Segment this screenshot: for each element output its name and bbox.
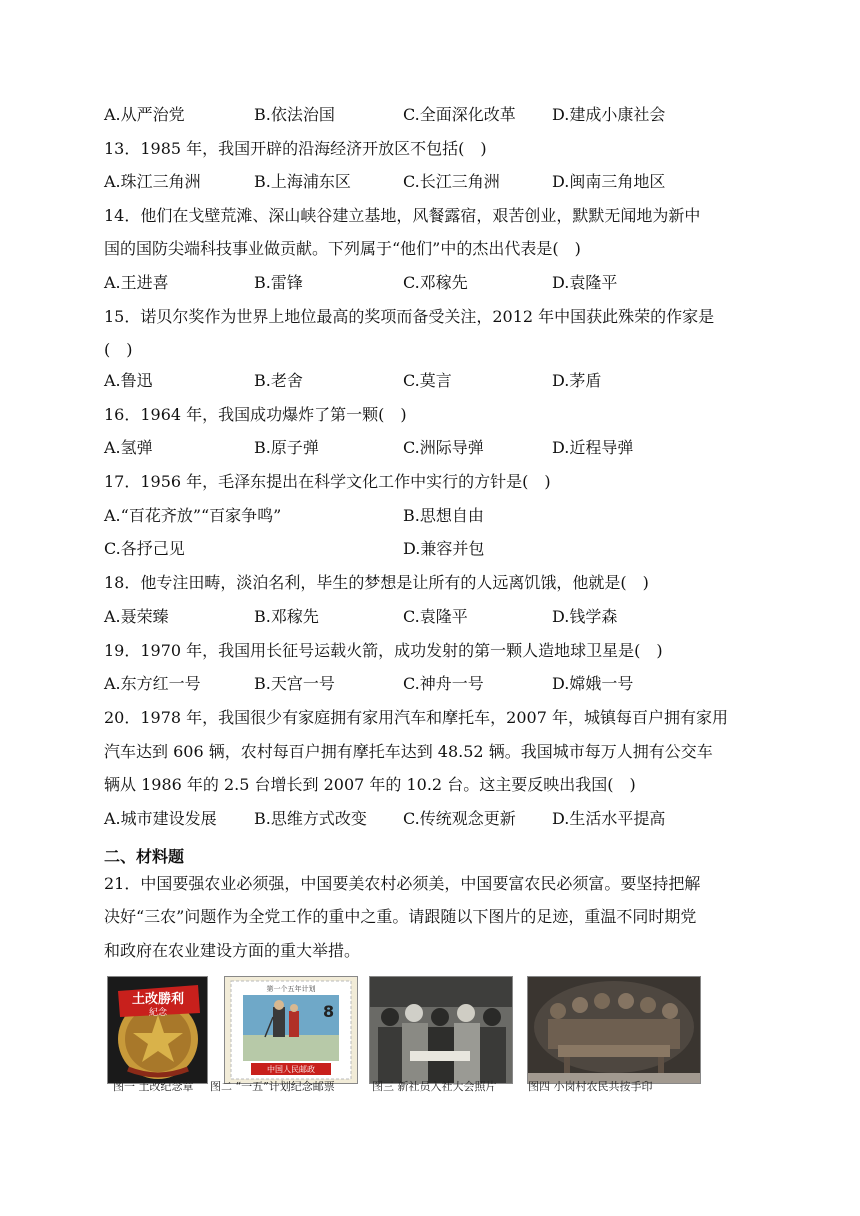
q20-options — [104, 808, 764, 830]
option-b: B.邓稼先 — [254, 607, 319, 626]
badge-text-line1: 土改勝利 — [131, 992, 185, 1007]
badge-icon — [108, 977, 207, 1083]
option-a: A.鲁迅 — [104, 371, 153, 390]
caption-figure-2: 图二 “一五”计划纪念邮票 — [210, 1080, 335, 1093]
option-c: C.莫言 — [403, 371, 452, 390]
q14-stem-line1: 14．他们在戈壁荒滩、深山峡谷建立基地，风餐露宿，艰苦创业，默默无闻地为新中 — [104, 206, 701, 225]
q20-stem-line2: 汽车达到 606 辆，农村每百户拥有摩托车达到 48.52 辆。我国城市每万人拥有公交车 — [104, 742, 713, 761]
stamp-bottom: 中国人民邮政 — [267, 1065, 315, 1074]
option-b: B.原子弹 — [254, 438, 319, 457]
figure-meeting-photo — [369, 976, 513, 1084]
q13-options — [104, 171, 764, 193]
q19-stem: 19．1970 年，我国用长征号运载火箭，成功发射的第一颗人造地球卫星是( ) — [104, 641, 663, 660]
q20-stem-line1: 20．1978 年，我国很少有家庭拥有家用汽车和摩托车，2007 年，城镇每百户拥有家用 — [104, 708, 728, 727]
option-a: A.氢弹 — [104, 438, 153, 457]
q15-options — [104, 370, 764, 392]
q13-stem: 13．1985 年，我国开辟的沿海经济开放区不包括( ) — [104, 139, 487, 158]
sculpture-icon — [528, 977, 700, 1083]
option-c: C.袁隆平 — [403, 607, 468, 626]
q19-options — [104, 673, 764, 695]
option-c: C.洲际导弹 — [403, 438, 484, 457]
option-c: C.神舟一号 — [403, 674, 484, 693]
stamp-header: 第一个五年计划 — [266, 985, 316, 993]
q14-options — [104, 272, 764, 294]
q14-stem-line2: 国的国防尖端科技事业做贡献。下列属于“他们”中的杰出代表是( ) — [104, 239, 581, 258]
stamp-value: 8 — [323, 1002, 335, 1021]
q15-stem-line1: 15．诺贝尔奖作为世界上地位最高的奖项而备受关注，2012 年中国获此殊荣的作家是 — [104, 307, 715, 326]
option-a: A.王进喜 — [104, 273, 169, 292]
option-b: B.老舍 — [254, 371, 303, 390]
option-b: B.雷锋 — [254, 273, 303, 292]
option-d: D.生活水平提高 — [552, 809, 666, 828]
option-d: D.袁隆平 — [552, 273, 618, 292]
caption-figure-3: 图三 新社员入社大会照片 — [372, 1080, 497, 1093]
q15-stem-line2: ( ) — [104, 340, 133, 359]
q18-stem: 18．他专注田畴，淡泊名利，毕生的梦想是让所有的人远离饥饿，他就是( ) — [104, 573, 649, 592]
q17-options-row2 — [104, 538, 764, 560]
option-c: C.全面深化改革 — [403, 105, 516, 124]
option-d: D.茅盾 — [552, 371, 602, 390]
option-a: A.聂荣臻 — [104, 607, 169, 626]
q17-options-row1 — [104, 505, 764, 527]
figure-stamp — [224, 976, 358, 1084]
option-c: C.传统观念更新 — [403, 809, 516, 828]
option-d: D.嫦娥一号 — [552, 674, 634, 693]
q21-line3: 和政府在农业建设方面的重大举措。 — [104, 941, 361, 960]
option-a: A.“百花齐放”“百家争鸣” — [104, 506, 282, 525]
option-b: B.天宫一号 — [254, 674, 335, 693]
option-a: A.东方红一号 — [104, 674, 201, 693]
figure-land-reform-badge — [107, 976, 208, 1084]
caption-figure-4: 图四 小岗村农民共按手印 — [528, 1080, 653, 1093]
option-a: A.城市建设发展 — [104, 809, 217, 828]
option-b: B.上海浦东区 — [254, 172, 351, 191]
option-b: B.思维方式改变 — [254, 809, 367, 828]
q20-stem-line3: 辆从 1986 年的 2.5 台增长到 2007 年的 10.2 台。这主要反映出我国( ) — [104, 775, 636, 794]
q21-line1: 21．中国要强农业必须强，中国要美农村必须美，中国要富农民必须富。要坚持把解 — [104, 874, 701, 893]
q12-options — [104, 104, 764, 126]
stamp-icon — [225, 977, 357, 1083]
q16-stem: 16．1964 年，我国成功爆炸了第一颗( ) — [104, 405, 407, 424]
option-c: C.邓稼先 — [403, 273, 468, 292]
section-title: 二、材料题 — [104, 847, 185, 866]
q21-line2: 决好“三农”问题作为全党工作的重中之重。请跟随以下图片的足迹，重温不同时期党 — [104, 907, 697, 926]
option-a: A.珠江三角洲 — [104, 172, 201, 191]
option-c: C.各抒己见 — [104, 539, 185, 558]
q18-options — [104, 606, 764, 628]
badge-text-line2: 紀念 — [148, 1008, 168, 1018]
q16-options — [104, 437, 764, 459]
option-d: D.闽南三角地区 — [552, 172, 666, 191]
q17-stem: 17．1956 年，毛泽东提出在科学文化工作中实行的方针是( ) — [104, 472, 551, 491]
option-b: B.依法治国 — [254, 105, 335, 124]
figure-xiaogang-sculpture — [527, 976, 701, 1084]
option-d: D.钱学森 — [552, 607, 618, 626]
option-a: A.从严治党 — [104, 105, 185, 124]
option-d: D.兼容并包 — [403, 539, 485, 558]
meeting-photo-icon — [370, 977, 512, 1083]
option-b: B.思想自由 — [403, 506, 484, 525]
caption-figure-1: 图一 土改纪念章 — [113, 1080, 194, 1093]
option-c: C.长江三角洲 — [403, 172, 500, 191]
option-d: D.近程导弹 — [552, 438, 634, 457]
option-d: D.建成小康社会 — [552, 105, 666, 124]
